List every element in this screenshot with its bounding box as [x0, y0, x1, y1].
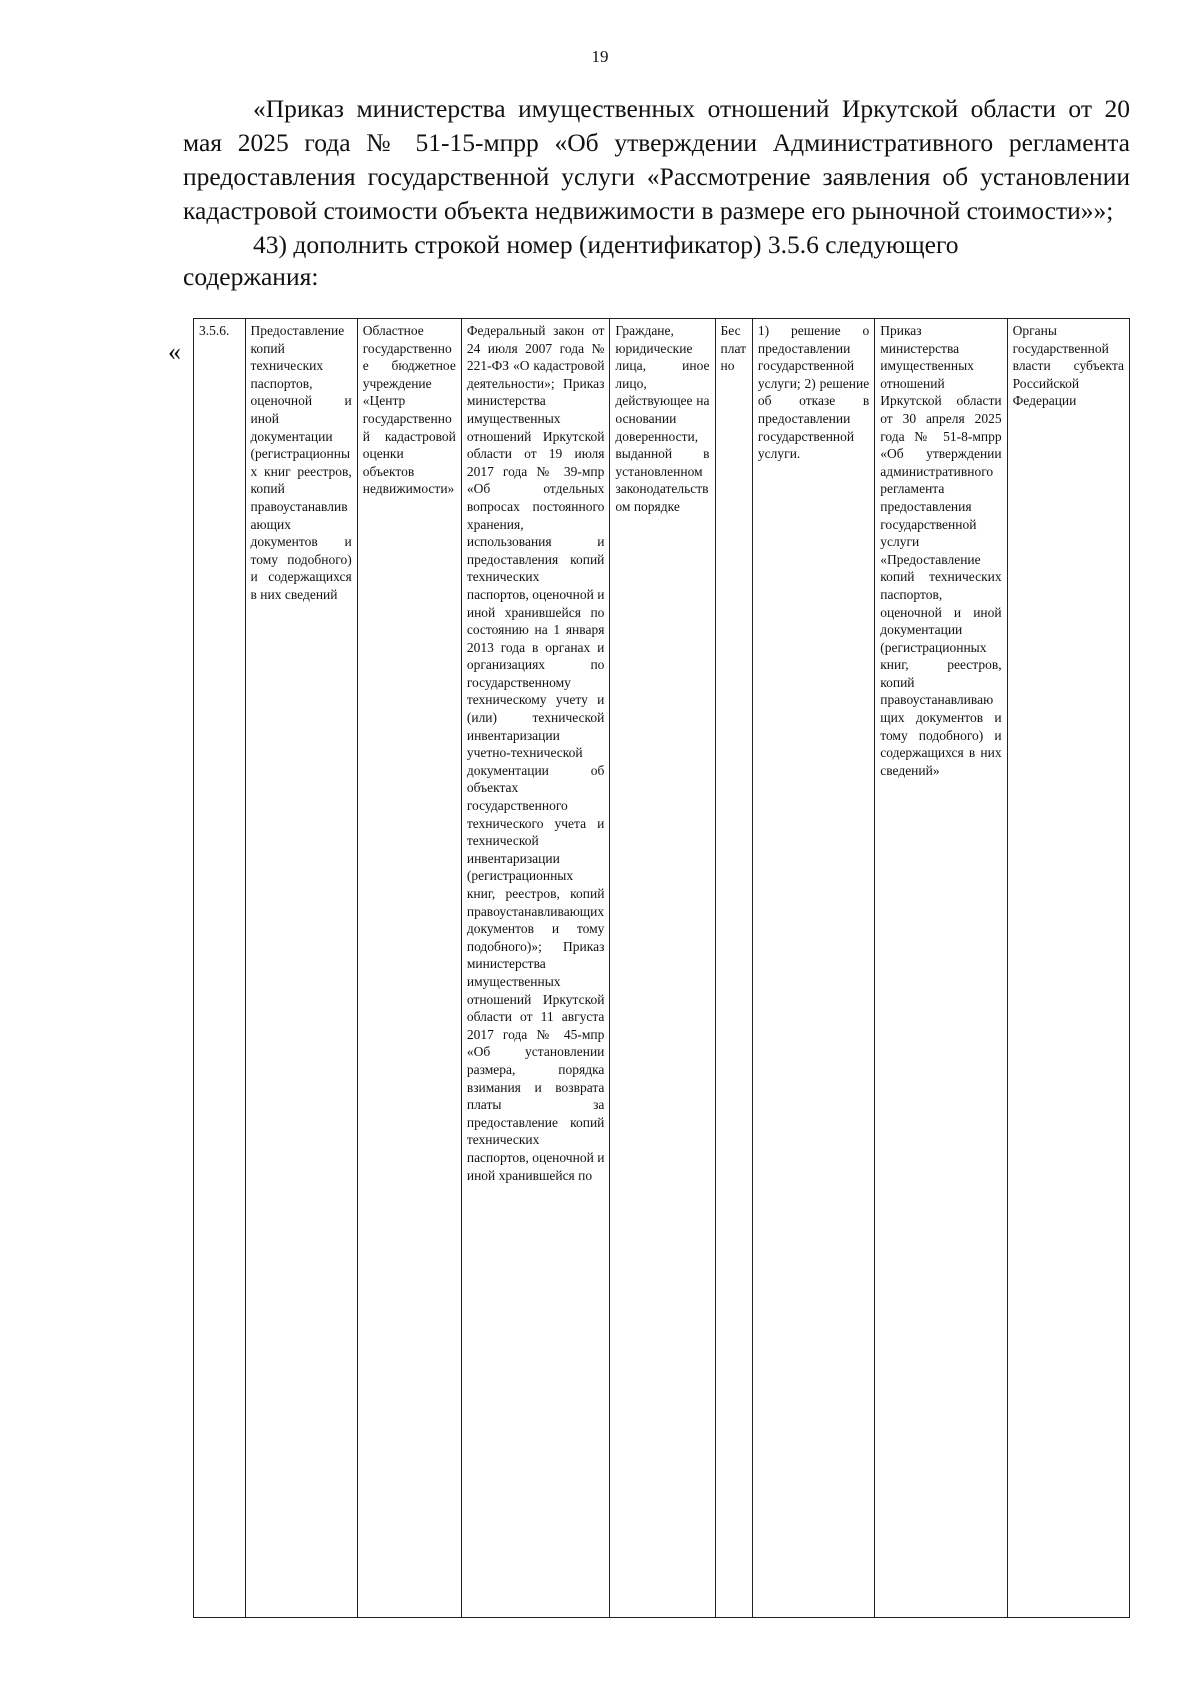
table-open-quote: « — [168, 337, 181, 366]
intro-add-row-tail: содержания: — [183, 262, 319, 291]
services-table — [193, 318, 1130, 1618]
legal-basis-text: Федеральный закон от 24 июля 2007 года № 221-ФЗ «О кадастровой деятельности»; Приказ министерства имущественных отношений Иркутской области от 19 июля 2017 года № 39-мпр «Об отдельных вопросах постоянного хранения, использования и предоставления копий технических паспортов, оценочной и иной хранившейся по состоянию на 1 января 2013 года в органах и организациях по государственному техническому учету и (или) технической инвентаризации учетно-технической документации об объектах государственного технического учета и технической инвентаризации (регистрационных книг, реестров, копий правоустанавливающих документов и тому подобного)»; Приказ министерства имущественных отношений Иркутской области от 11 августа 2017 года № 45-мпр «Об установлении размера, порядка взимания и возврата платы за предоставление копий технических паспортов, оценочной и иной хранившейся по — [466, 323, 605, 1183]
cell-institution — [357, 319, 461, 1618]
cell-service — [245, 319, 357, 1618]
institution-name: Областное государственное бюджетное учреждение «Центр государственной кадастровой оценки объектов недвижимости» — [362, 323, 456, 497]
page-number: 19 — [591, 47, 609, 66]
intro-add-row-text: 43) дополнить строкой номер (идентификатор) 3.5.6 следующего — [253, 230, 959, 259]
cell-authority — [1007, 319, 1129, 1618]
cell-result — [752, 319, 874, 1618]
cell-regulation — [875, 319, 1007, 1618]
authority-text: Органы государственной власти субъекта Российской Федерации — [1012, 323, 1124, 409]
service-name: Предоставление копий технических паспортов, оценочной и иной документации (регистрационных книг реестров, копий правоустанавливающих документов и тому подобного) и содержащихся в них сведений — [250, 323, 352, 602]
cell-applicants — [610, 319, 715, 1618]
table-row — [194, 319, 1130, 1618]
applicants-text: Граждане, юридические лица, иное лицо, действующее на основании доверенности, выданной в установленном законодательством порядке — [615, 323, 710, 514]
result-text: 1) решение о предоставлении государственной услуги; 2) решение об отказе в предоставлении государственной услуги. — [757, 323, 870, 462]
intro-paragraph-order-reference: «Приказ министерства имущественных отношений Иркутской области от 20 мая 2025 года № 51-15-мпрр «Об утверждении Административного регламента предоставления государственной услуги «Рассмотрение заявления об установлении кадастровой стоимости объекта недвижимости в размере его рыночной стоимости»»; — [183, 94, 1130, 225]
intro-text — [183, 92, 1130, 294]
cell-id — [194, 319, 246, 1618]
cell-legal-basis — [461, 319, 610, 1618]
cell-fee — [715, 319, 752, 1618]
row-id: 3.5.6. — [199, 323, 230, 338]
fee-text: Бесплатно — [720, 323, 747, 374]
intro-paragraph-add-row — [183, 228, 1130, 294]
regulation-text: Приказ министерства имущественных отношений Иркутской области от 30 апреля 2025 года № 51-8-мпрр «Об утверждении административного регламента предоставления государственной услуги «Предоставление копий технических паспортов, оценочной и иной документации (регистрационных книг, реестров, копий правоустанавливающих документов и тому подобного) и содержащихся в них сведений» — [880, 323, 1002, 778]
